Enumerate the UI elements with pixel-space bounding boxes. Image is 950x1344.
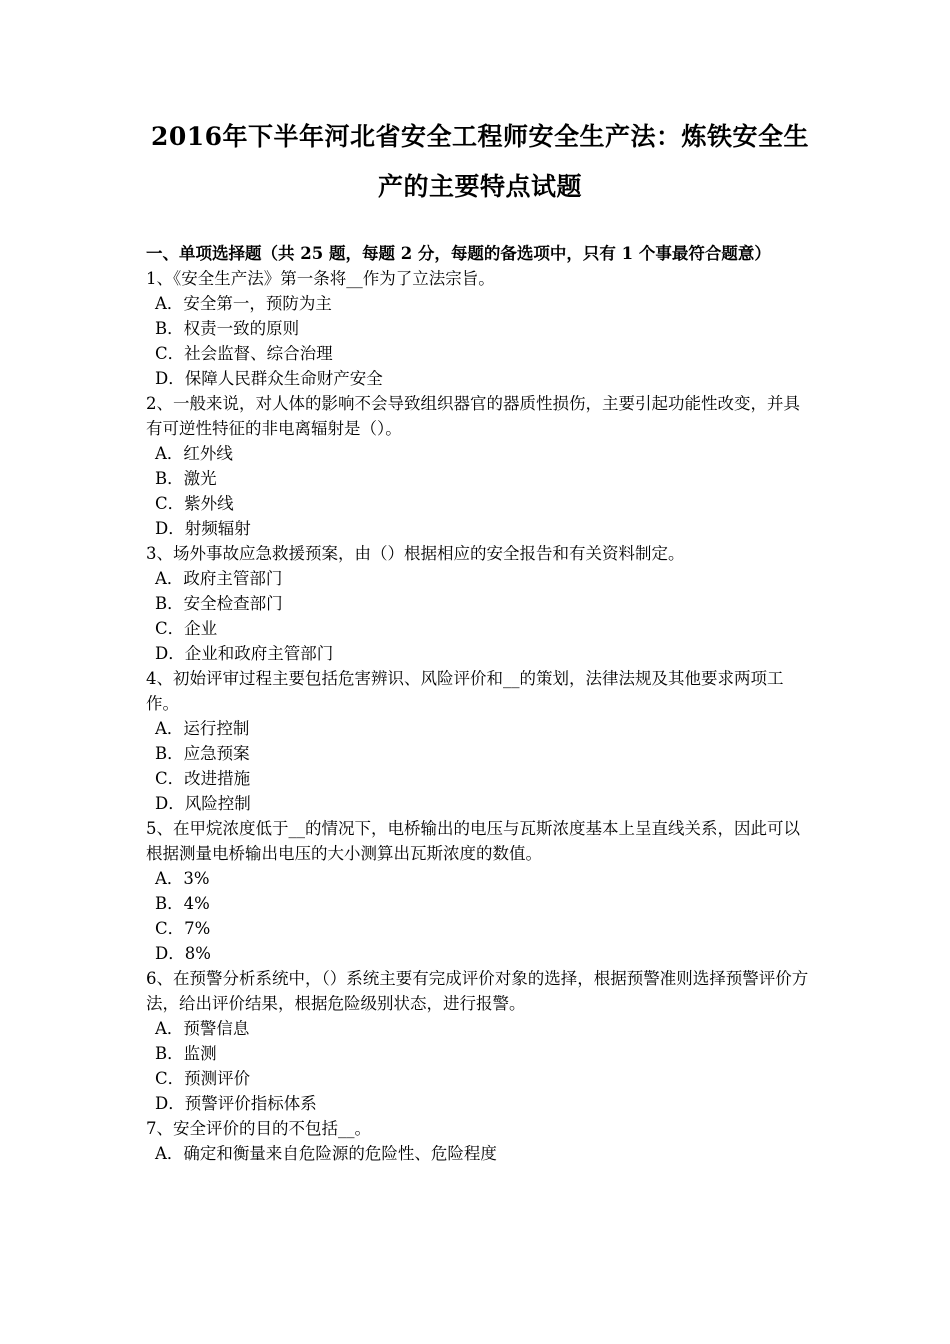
option-b: B．监测 bbox=[155, 1044, 217, 1063]
document-page bbox=[146, 112, 814, 1166]
document-title-line-1: 2016年下半年河北省安全工程师安全生产法：炼铁安全生 bbox=[150, 122, 810, 151]
question-2 bbox=[146, 391, 814, 541]
option-a: A．运行控制 bbox=[155, 719, 250, 738]
option-a: A．3% bbox=[155, 869, 210, 888]
question-7 bbox=[146, 1116, 814, 1166]
option-a: A．红外线 bbox=[155, 444, 233, 463]
option-c: C．改进措施 bbox=[155, 769, 251, 788]
question-stem: 4、初始评审过程主要包括危害辨识、风险评价和__的策划，法律法规及其他要求两项工作。 bbox=[146, 669, 784, 713]
section-header: 一、单项选择题（共 25 题，每题 2 分，每题的备选项中，只有 1 个事最符合题意） bbox=[146, 244, 771, 263]
question-stem: 3、场外事故应急救援预案，由（）根据相应的安全报告和有关资料制定。 bbox=[146, 544, 685, 563]
document-title bbox=[146, 112, 814, 212]
option-d: D．保障人民群众生命财产安全 bbox=[155, 369, 383, 388]
question-stem: 7、安全评价的目的不包括__。 bbox=[146, 1119, 371, 1138]
question-6 bbox=[146, 966, 814, 1116]
option-a: A．确定和衡量来自危险源的危险性、危险程度 bbox=[155, 1144, 497, 1163]
option-b: B．权责一致的原则 bbox=[155, 319, 300, 338]
option-b: B．安全检查部门 bbox=[155, 594, 283, 613]
question-stem: 2、一般来说，对人体的影响不会导致组织器官的器质性损伤，主要引起功能性改变，并具有可逆性特征的非电离辐射是（）。 bbox=[146, 394, 800, 438]
document-title-line-2: 产的主要特点试题 bbox=[377, 172, 582, 201]
option-a: A．政府主管部门 bbox=[155, 569, 283, 588]
option-d: D．8% bbox=[155, 944, 211, 963]
option-c: C．预测评价 bbox=[155, 1069, 251, 1088]
option-d: D．风险控制 bbox=[155, 794, 251, 813]
option-b: B．应急预案 bbox=[155, 744, 250, 763]
option-d: D．射频辐射 bbox=[155, 519, 251, 538]
question-3 bbox=[146, 541, 814, 666]
question-stem: 5、在甲烷浓度低于__的情况下，电桥输出的电压与瓦斯浓度基本上呈直线关系，因此可以根据测量电桥输出电压的大小测算出瓦斯浓度的数值。 bbox=[146, 819, 800, 863]
option-c: C．企业 bbox=[155, 619, 218, 638]
option-b: B．4% bbox=[155, 894, 210, 913]
option-c: C．紫外线 bbox=[155, 494, 234, 513]
question-5 bbox=[146, 816, 814, 966]
option-d: D．预警评价指标体系 bbox=[155, 1094, 317, 1113]
question-stem: 6、在预警分析系统中，（）系统主要有完成评价对象的选择，根据预警准则选择预警评价方法，给出评价结果，根据危险级别状态，进行报警。 bbox=[146, 969, 809, 1013]
option-b: B．激光 bbox=[155, 469, 217, 488]
question-list bbox=[146, 266, 814, 1166]
option-c: C．社会监督、综合治理 bbox=[155, 344, 333, 363]
option-d: D．企业和政府主管部门 bbox=[155, 644, 334, 663]
option-a: A．预警信息 bbox=[155, 1019, 250, 1038]
question-4 bbox=[146, 666, 814, 816]
question-stem: 1、《安全生产法》第一条将__作为了立法宗旨。 bbox=[146, 269, 495, 288]
option-c: C．7% bbox=[155, 919, 211, 938]
question-1 bbox=[146, 266, 814, 391]
option-a: A．安全第一，预防为主 bbox=[155, 294, 332, 313]
